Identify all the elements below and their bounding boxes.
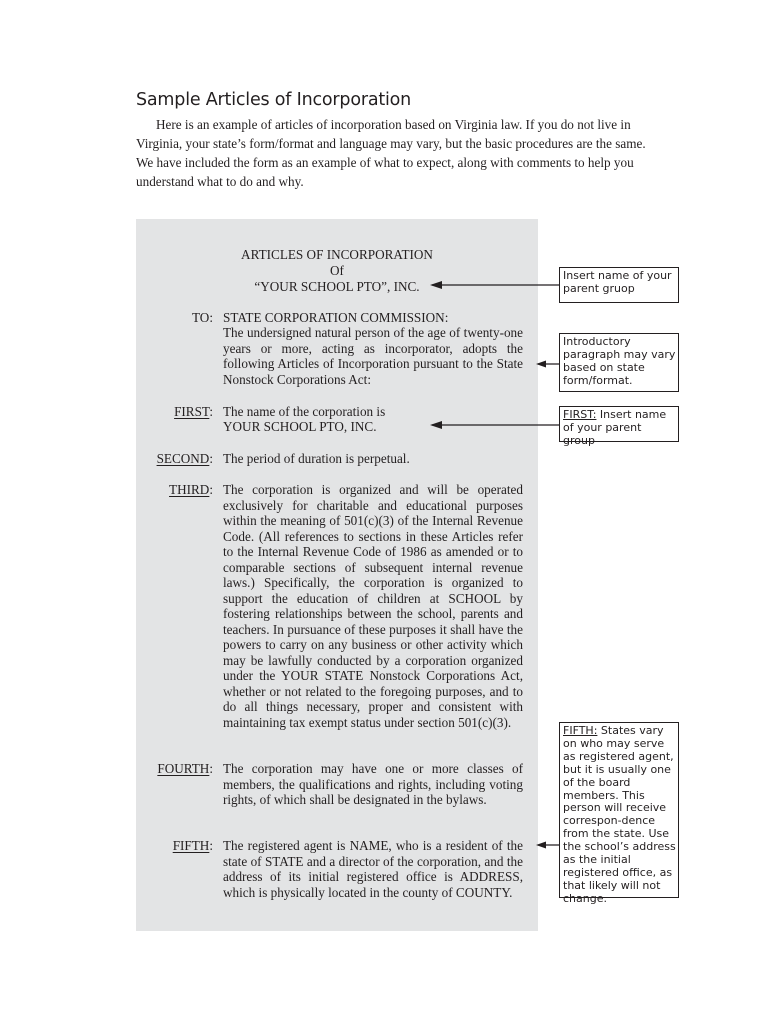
third-text: The corporation is organized and will be operated exclusively for charitable and educational purposes within the meaning of 501(c)(3) of the Internal Revenue Code. (All references to sections in these Articles refer to the Internal Revenue Code of 1986 as amended or to comparable sections of subsequent internal revenue laws.) Specifically, the corporation is organized to support the education of children at SCHOOL by fostering relationships between the school, parents and teachers. In pursuance of these purposes it shall have the powers to carry on any business or other activity which may be lawfully conducted by a corporation organized under the YOUR STATE Nonstock Corporations Act, whether or not related to the foregoing purposes, and to do all things necessary, proper and consistent with maintaining tax exempt status under section 501(c)(3). [223, 482, 523, 730]
form-title: ARTICLES OF INCORPORATION [241, 247, 433, 262]
page-heading: Sample Articles of Incorporation [136, 90, 412, 110]
fourth-text: The corporation may have one or more classes of members, the qualifications and rights, including voting rights, of which shall be designated in the bylaws. [223, 761, 523, 807]
fourth-label: FOURTH: [157, 761, 213, 776]
arrow-fifth-head [536, 842, 546, 849]
fifth-label: FIFTH: [172, 838, 213, 853]
first-text-2: YOUR SCHOOL PTO, INC. [223, 419, 377, 434]
note-name: Insert name of your parent gruop [559, 267, 679, 303]
fifth-text: The registered agent is NAME, who is a resident of the state of STATE and a director of the corporation, and the address of its initial registered office is ADDRESS, which is physically located in the county of COUNTY. [223, 838, 523, 900]
third-label: THIRD: [169, 482, 213, 497]
note-fifth: FIFTH: States vary on who may serve as registered agent, but it is usually one of the board members. This person will receive correspon-dence from the state. Use the school’s address as the initial registered office, as that likely will not change. [559, 722, 679, 898]
intro-paragraph: Here is an example of articles of incorporation based on Virginia law. If you do not live in Virginia, your state’s form/format and language may vary, but the basic procedures are the same. We have included the form as an example of what to expect, along with comments to help you understand what to do and why. [136, 117, 646, 189]
to-label: TO: [191, 310, 213, 325]
form-title-of: Of [330, 263, 344, 278]
note-intro: Introductory paragraph may vary based on state form/format. [559, 333, 679, 392]
form-title-name: “YOUR SCHOOL PTO”, INC. [254, 279, 420, 294]
note-first: FIRST: Insert name of your parent group [559, 406, 679, 442]
first-label: FIRST: [174, 404, 213, 419]
second-label: SECOND: [156, 451, 213, 466]
to-text: The undersigned natural person of the age of twenty-one years or more, acting as incorporator, adopts the following Articles of Incorporation pursuant to the State Nonstock Corporations Act: [223, 325, 523, 387]
arrow-first-head [430, 421, 442, 429]
arrow-name-head [430, 281, 442, 289]
second-text: The period of duration is perpetual. [223, 451, 410, 466]
to-heading: STATE CORPORATION COMMISSION: [223, 310, 449, 325]
first-text-1: The name of the corporation is [223, 404, 386, 419]
arrow-intro-head [536, 361, 546, 368]
